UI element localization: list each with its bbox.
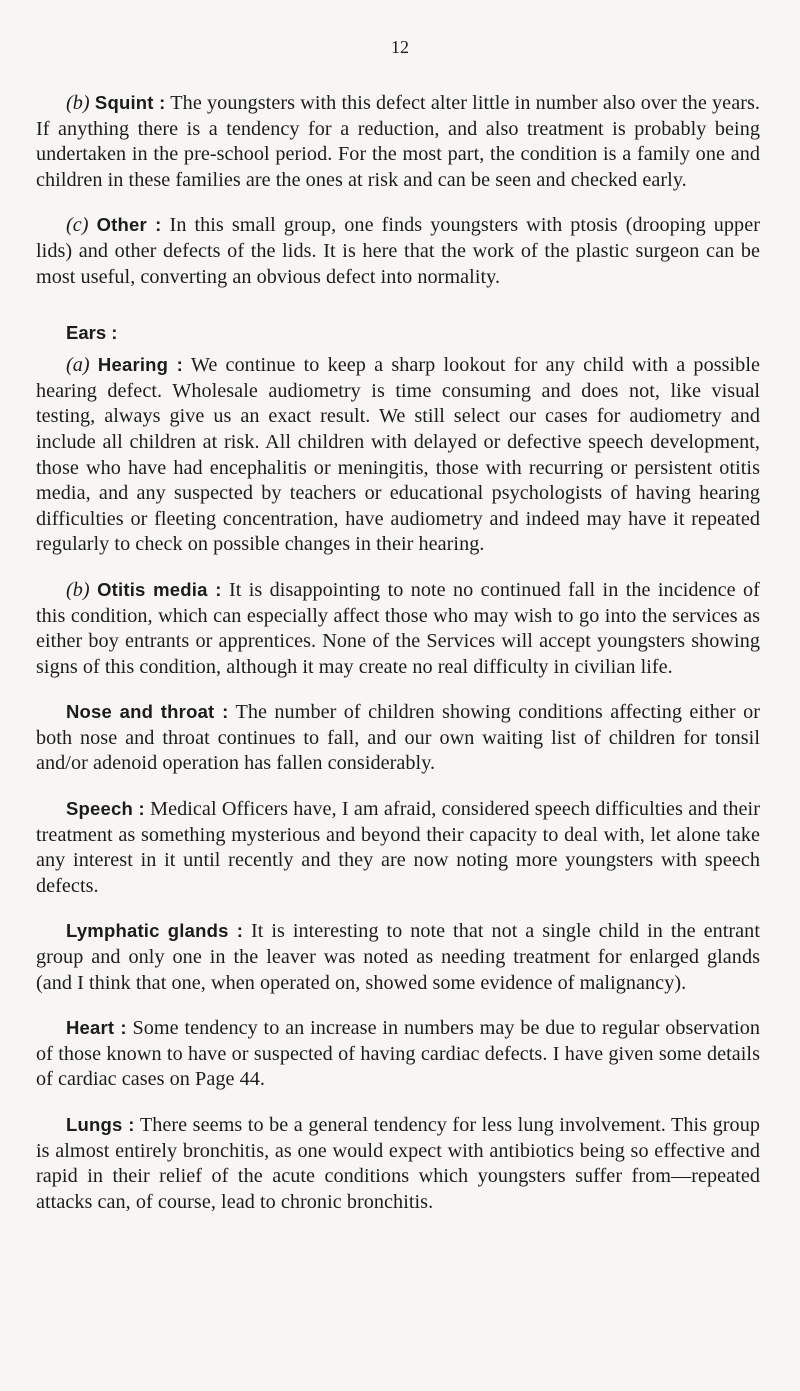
paragraph-text: It is disappointing to note no continued fall in the incidence of this condition, which can especially affect those who may wish to go into the services as either boy entrants or apprentices. None of the Services will accept youngsters showing signs of this condition, although it may create no real difficulty in civilian life. [36,578,760,678]
section-heading-heart: Heart : [66,1017,127,1039]
paragraph-text: Some tendency to an increase in numbers may be due to regular observation of those known to have or suspected of having cardiac defects. I have given some details of cardiac cases on Page 44. [36,1017,761,1091]
paragraph-lungs [36,1112,760,1215]
paragraph-text: Medical Officers have, I am afraid, considered speech difficulties and their treatment as something mysterious and beyond their capacity to deal with, let alone take any interest in it until recently and they are now noting more youngsters with speech defects. [36,798,760,897]
paragraph-nose-throat [36,699,760,777]
section-heading-lungs: Lungs : [66,1114,135,1135]
paragraph-hearing [36,352,760,558]
item-label: (b) [66,92,90,114]
paragraph-text: We continue to keep a sharp lookout for any child with a possible hearing defect. Wholesale audiometry is time consuming and does not, like visual testing, always give us an exact result. We still select our cases for audiometry and include all children at risk. All children with delayed or defective speech development, those who have had encephalitis or meningitis, those with recurring or persistent otitis media, and any suspected by teachers or educational psychologists of having hearing difficulties or fleeting concentration, have audiometry and indeed may have it repeated regularly to check on possible changes in their hearing. [36,354,760,556]
paragraph-text: In this small group, one finds youngsters with ptosis (drooping upper lids) and other defects of the lids. It is here that the work of the plastic surgeon can be most useful, converting an obvious defect into normality. [36,214,760,288]
item-label: (a) [66,354,90,377]
section-heading-other: Other : [96,214,162,236]
paragraph-text: The youngsters with this defect alter little in number also over the years. If anything there is a tendency for a reduction, and also treatment is probably being undertaken in the pre-school period. For the most part, the condition is a family one and children in these families are the ones at risk and can be seen and checked early. [36,92,760,191]
section-heading-speech: Speech : [66,798,145,820]
section-heading-nose-throat: Nose and throat : [66,701,229,723]
paragraph-text: It is interesting to note that not a single child in the entrant group and only one in the leaver was noted as needing treatment for enlarged glands (and I think that one, when operated on, showed some evidence of malignancy). [36,920,760,994]
document-body [36,90,760,1215]
paragraph-squint [36,90,760,193]
paragraph-heart [36,1015,760,1093]
paragraph-text: There seems to be a general tendency for less lung involvement. This group is almost entirely bronchitis, as one would expect with antibiotics being so effective and rapid in their relief of the acute conditions which youngsters suffer from—repeated attacks can, of course, lead to chronic bronchitis. [36,1114,760,1213]
paragraph-otitis-media [36,577,760,680]
item-label: (c) [66,214,89,237]
page-number: 12 [391,37,409,57]
section-heading-otitis-media: Otitis media : [97,578,222,600]
paragraph-speech [36,796,760,899]
section-heading-ears: Ears : [66,322,118,344]
item-label: (b) [66,578,90,601]
paragraph-lymphatic [36,918,760,996]
section-heading-lymphatic: Lymphatic glands : [66,920,244,942]
section-heading-hearing: Hearing : [97,354,183,376]
paragraph-text: The number of children showing conditions affecting either or both nose and throat continues to fall, and our own waiting list of children for tonsil and/or adenoid operation has fallen considerably. [36,701,761,775]
paragraph-other [36,212,760,290]
section-heading-squint: Squint : [94,92,166,113]
